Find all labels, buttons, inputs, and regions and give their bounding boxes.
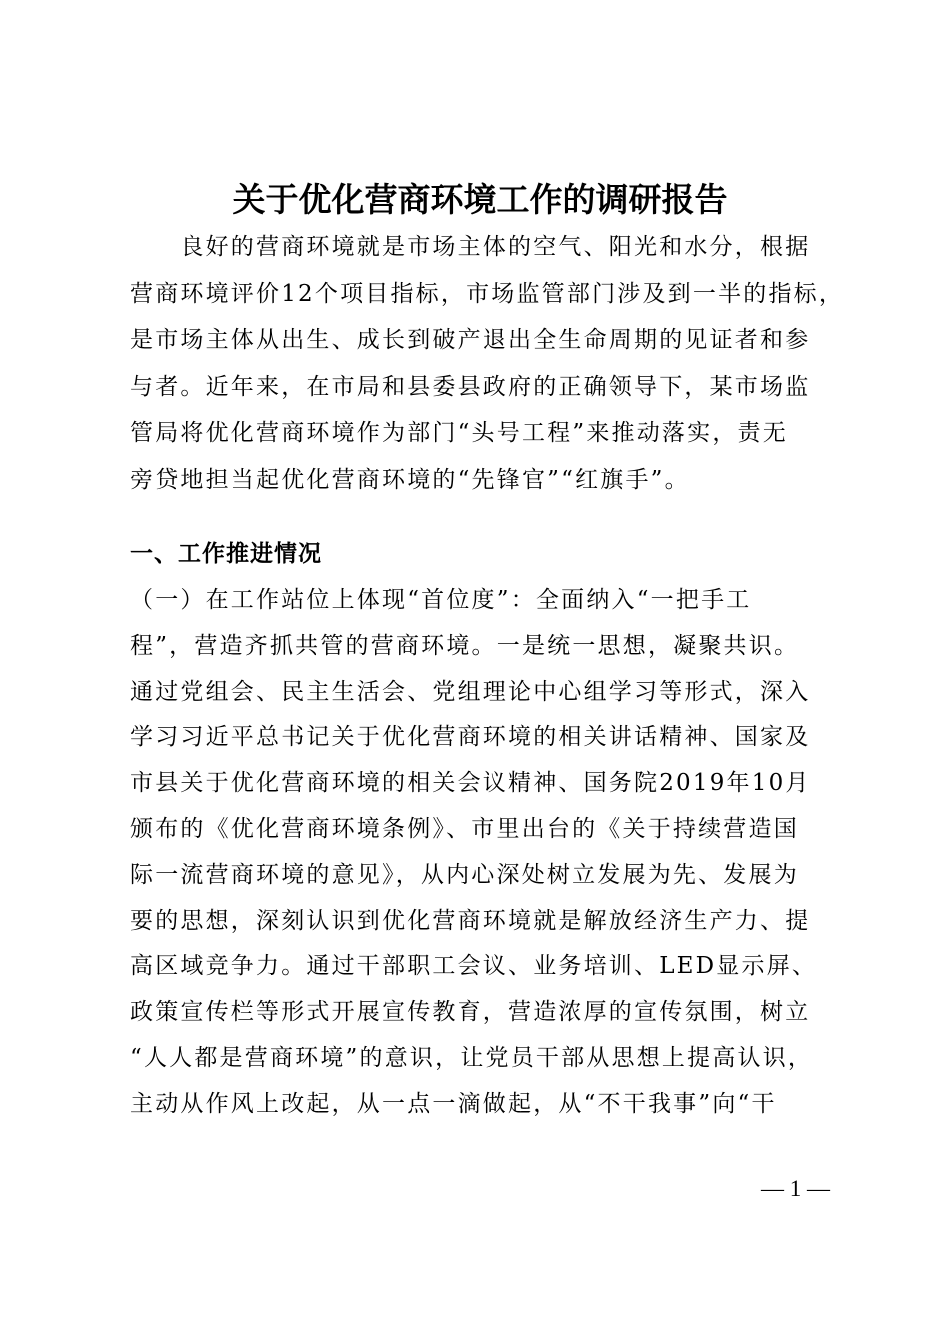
text-line: 营商环境评价12个项目指标，市场监管部门涉及到一半的指标，	[130, 280, 845, 307]
intro-paragraph	[130, 224, 845, 503]
text-line: 程”，营造齐抓共管的营商环境。一是统一思想，凝聚共识。	[130, 632, 800, 659]
text-line: 通过党组会、民主生活会、党组理论中心组学习等形式，深入	[130, 678, 811, 705]
text-line: 是市场主体从出生、成长到破产退出全生命周期的见证者和参	[130, 327, 811, 353]
text-line: （一）在工作站位上体现“首位度”：全面纳入“一把手工	[130, 587, 752, 613]
text-line: 管局将优化营商环境作为部门“头号工程”来推动落实，责无	[130, 420, 788, 446]
text-line: 主动从作风上改起，从一点一滴做起，从“不干我事”向“干	[130, 1090, 777, 1117]
text-line: 与者。近年来，在市局和县委县政府的正确领导下，某市场监	[130, 373, 811, 400]
body-paragraph	[130, 578, 830, 1128]
text-line: 要的思想，深刻认识到优化营商环境就是解放经济生产力、提	[130, 907, 811, 934]
section-heading: 一、工作推进情况	[130, 541, 322, 567]
text-line: 良好的营商环境就是市场主体的空气、阳光和水分，根据	[130, 234, 811, 260]
text-line: 颁布的《优化营商环境条例》、市里出台的《关于持续营造国	[130, 815, 799, 842]
text-line: 高区域竞争力。通过干部职工会议、业务培训、LED显示屏、	[130, 953, 818, 980]
text-line: 旁贷地担当起优化营商环境的“先锋官”“红旗手”。	[130, 466, 690, 493]
text-line: “人人都是营商环境”的意识，让党员干部从思想上提高认识，	[130, 1044, 814, 1071]
text-line: 学习习近平总书记关于优化营商环境的相关讲话精神、国家及	[130, 724, 811, 751]
text-line: 际一流营商环境的意见》，从内心深处树立发展为先、发展为	[130, 861, 799, 888]
page-number: — 1 —	[761, 1176, 830, 1201]
text-line: 市县关于优化营商环境的相关会议精神、国务院2019年10月	[130, 770, 811, 797]
text-line: 政策宣传栏等形式开展宣传教育，营造浓厚的宣传氛围，树立	[130, 999, 811, 1026]
document-title: 关于优化营商环境工作的调研报告	[232, 180, 728, 219]
